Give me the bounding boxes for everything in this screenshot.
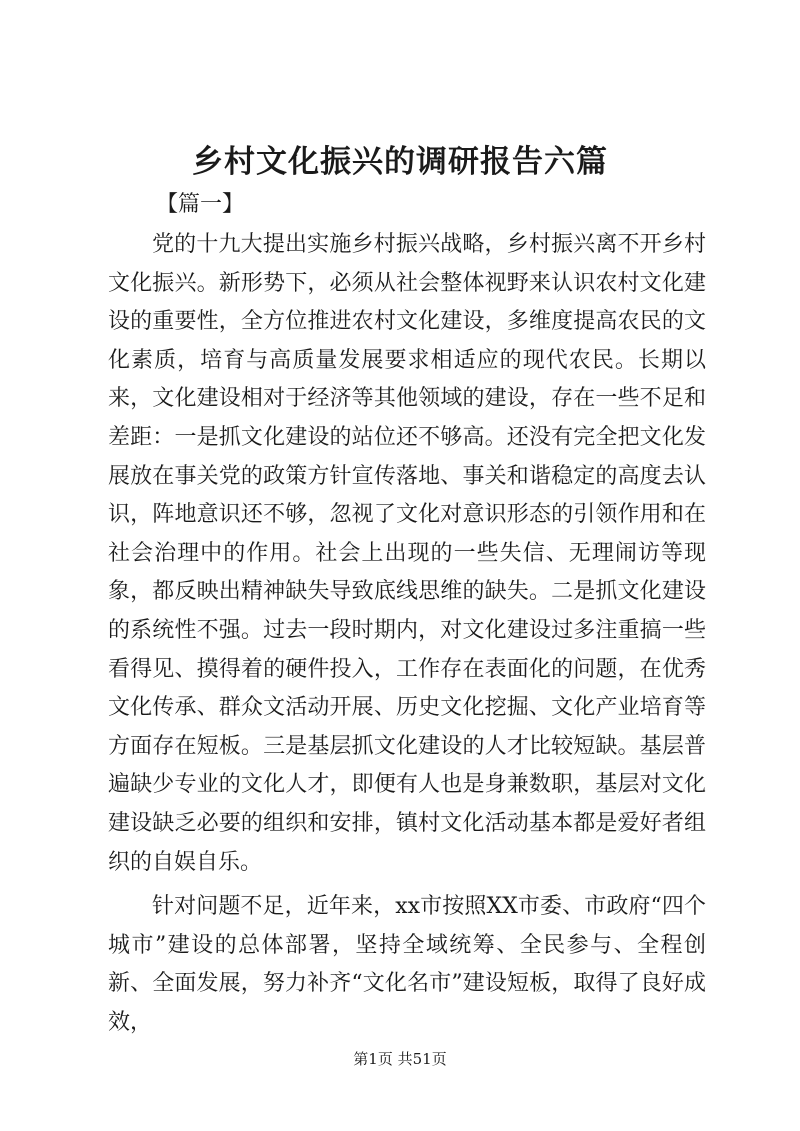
section-label: 【篇一】 [156,192,245,217]
paragraph: 针对问题不足，近年来，xx市按照XX市委、市政府“四个城市”建设的总体部署，坚持全域统筹、全民参与、全程创新、全面发展，努力补齐“文化名市”建设短板，取得了良好成效， [108,894,706,1035]
page-footer: 第1页 共51页 [353,1050,447,1068]
document-title: 乡村文化振兴的调研报告六篇 [192,144,608,180]
paragraph: 党的十九大提出实施乡村振兴战略，乡村振兴离不开乡村文化振兴。新形势下，必须从社会整体视野来认识农村文化建设的重要性，全方位推进农村文化建设，多维度提高农民的文化素质，培育与高质量发展要求相适应的现代农民。长期以来，文化建设相对于经济等其他领域的建设，存在一些不足和差距：一是抓文化建设的站位还不够高。还没有完全把文化发展放在事关党的政策方针宣传落地、事关和谐稳定的高度去认识，阵地意识还不够，忽视了文化对意识形态的引领作用和在社会治理中的作用。社会上出现的一些失信、无理闹访等现象，都反映出精神缺失导致底线思维的缺失。二是抓文化建设的系统性不强。过去一段时期内，对文化建设过多注重搞一些看得见、摸得着的硬件投入，工作存在表面化的问题，在优秀文化传承、群众文活动开展、历史文化挖掘、文化产业培育等方面存在短板。三是基层抓文化建设的人才比较短缺。基层普遍缺少专业的文化人才，即便有人也是身兼数职，基层对文化建设缺乏必要的组织和安排，镇村文化活动基本都是爱好者组织的自娱自乐。 [108,232,706,875]
document-body [108,226,706,1048]
